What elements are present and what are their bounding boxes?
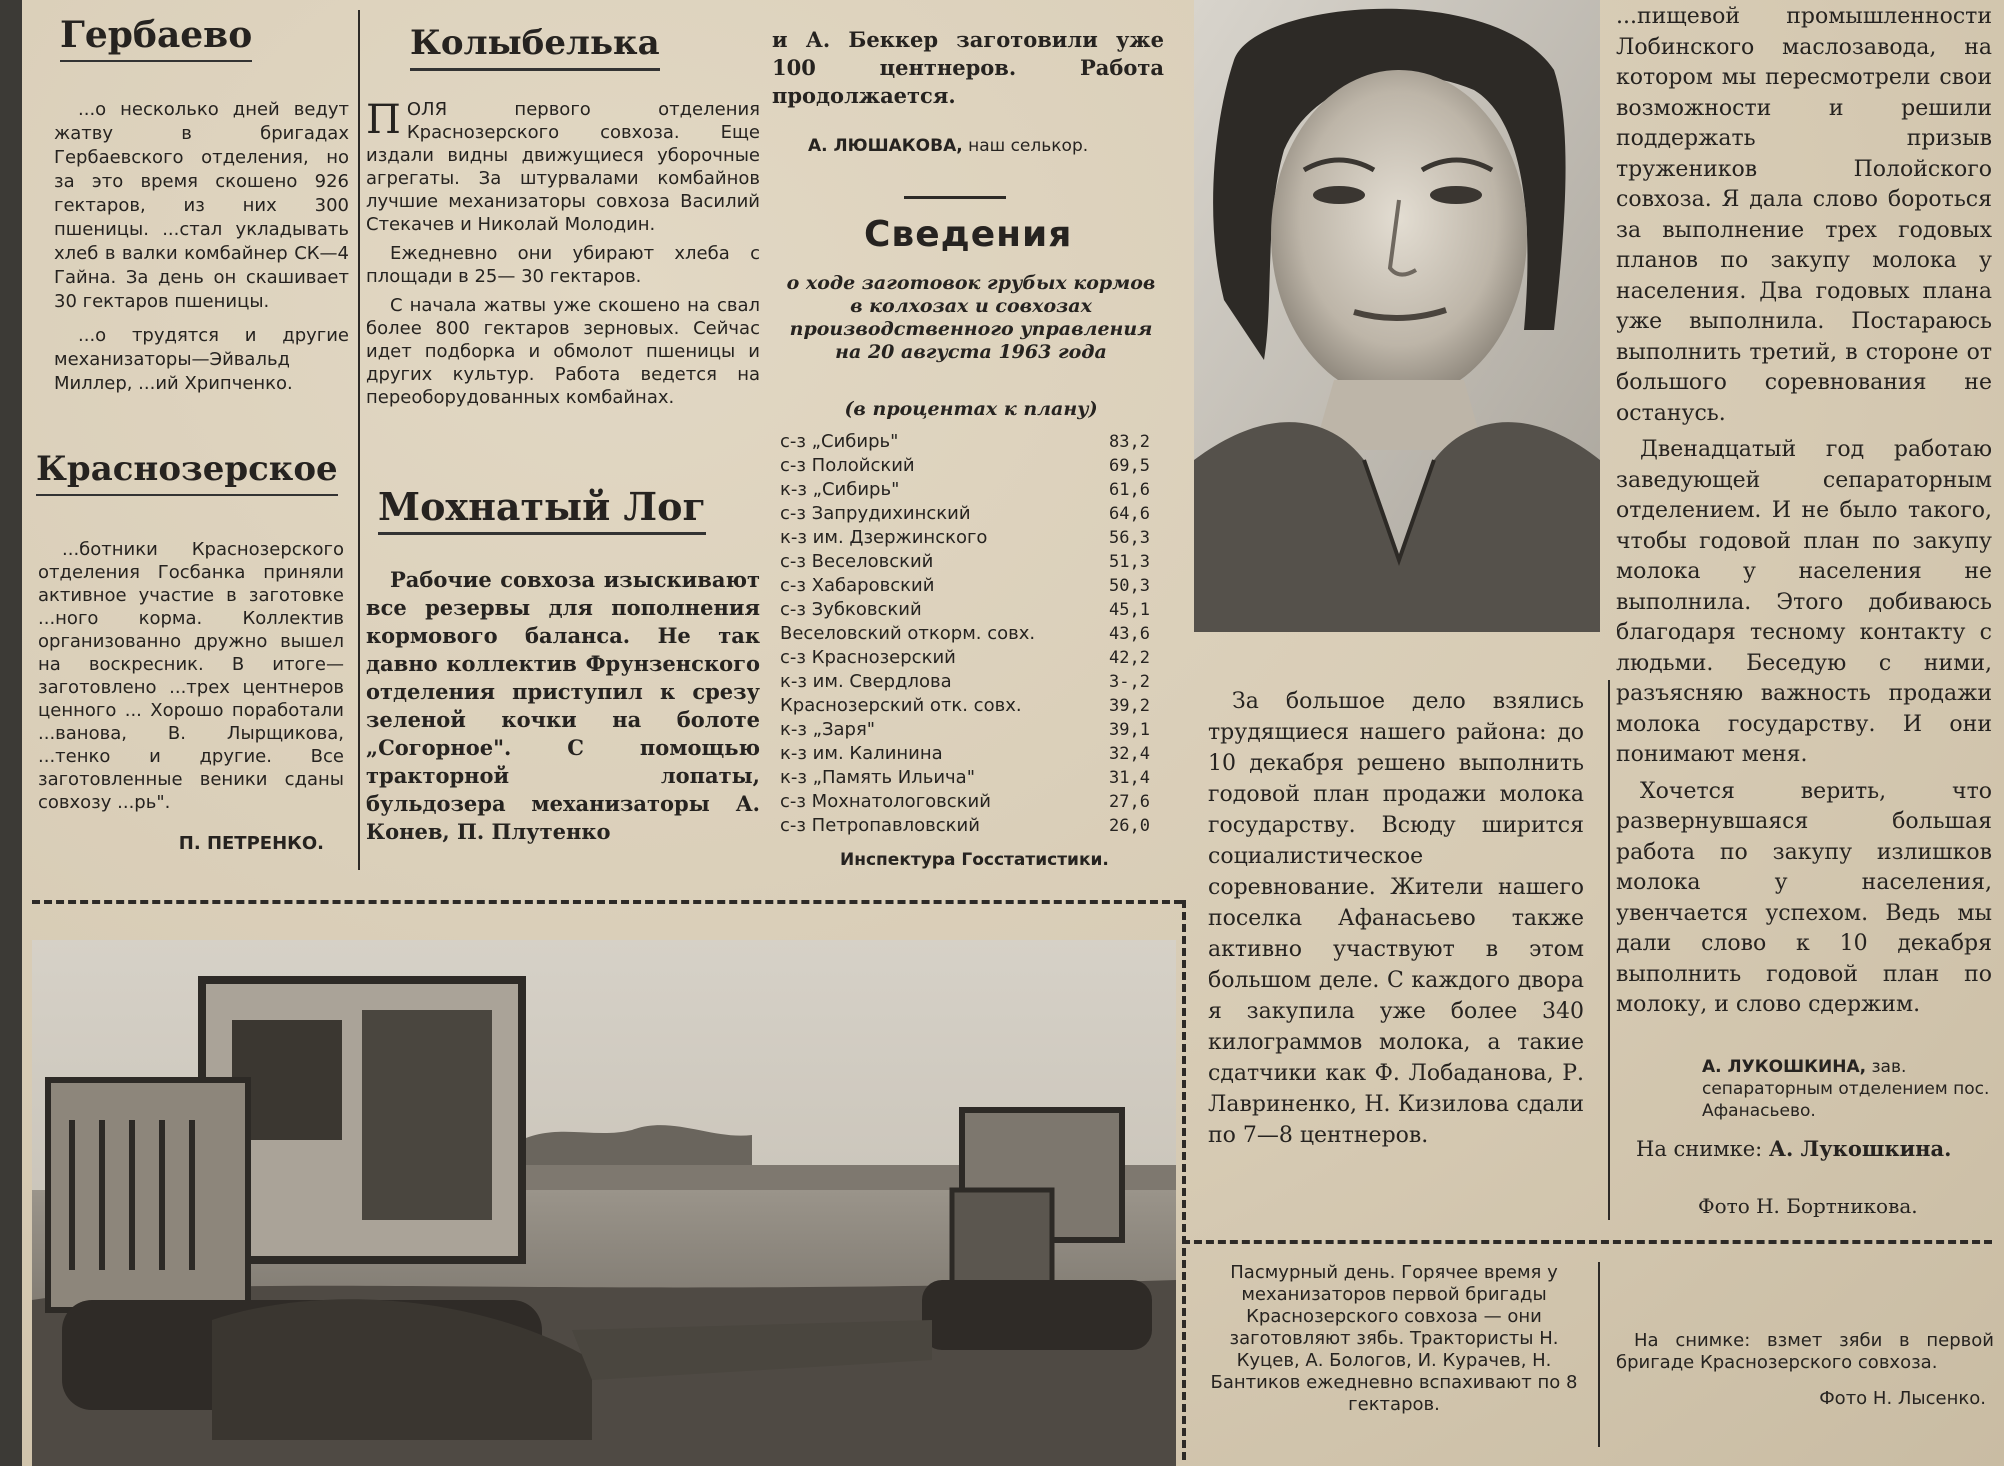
svedeniya-row <box>780 598 1150 622</box>
right-column-divider <box>1608 680 1610 1220</box>
svedeniya-row-value: 31,4 <box>1109 768 1150 788</box>
svedeniya-row-name: с-з Полойский <box>780 455 915 476</box>
lukoshkina-right-p1: ...пищевой промышленности Лобинского маслозавода, на котором мы пересмотрели свои возможности и решили поддержать призыв тружеников Полойского совхоза. Я дала слово бороться за выполнение трех годовых планов по закупу молока у населения. Два годовых плана уже выполнила. Постараюсь выполнить третий, в стороне от большого соревнования не останусь. <box>1616 4 1992 426</box>
svedeniya-row <box>780 814 1150 838</box>
svedeniya-heading: Сведения <box>864 214 1073 255</box>
svedeniya-row <box>780 550 1150 574</box>
lukoshkina-photo-credit: Фото Н. Бортникова. <box>1698 1194 1918 1218</box>
col3-continuation-text: и А. Беккер заготовили уже 100 центнеров. Работа продолжается. <box>772 27 1164 108</box>
portrait-photo <box>1194 0 1600 632</box>
svedeniya-row-name: к-з им. Калинина <box>780 743 943 764</box>
bottom-caption-left <box>1204 1262 1584 1422</box>
horizontal-dashed-rule-mid <box>32 900 1182 904</box>
svedeniya-row-value: 56,3 <box>1109 528 1150 548</box>
svedeniya-subtitle: о ходе заготовок грубых кормов в колхозах и совхозах производственного управления на 20 августа 1963 года <box>786 272 1156 363</box>
bottom-caption-right <box>1616 1330 1994 1410</box>
vertical-dashed-rule <box>1182 900 1186 1460</box>
lukoshkina-caption-label: На снимке: <box>1636 1137 1763 1161</box>
kolybelka-heading: Колыбелька <box>410 22 660 71</box>
svedeniya-row-name: к-з им. Дзержинского <box>780 527 988 548</box>
tractors-photo <box>32 940 1176 1466</box>
svedeniya-row-name: с-з Веселовский <box>780 551 934 572</box>
krasnozerskoe-signature: П. ПЕТРЕНКО. <box>178 833 324 854</box>
svedeniya-row-name: с-з Хабаровский <box>780 575 935 596</box>
lukoshkina-caption <box>1636 1136 1951 1161</box>
lukoshkina-left-p1: За большое дело взялись трудящиеся нашего района: до 10 декабря решено выполнить годовой план продажи молока государству. Всюду ширится социалистическое соревнование. Жители нашего поселка Афанасьево также активно участвуют в этом большом деле. С каждого двора я закупила уже более 340 килограммов молока, а такие сдатчики как Ф. Лобаданова, Р. Лавриненко, Н. Кизилова сдали по 7—8 центнеров. <box>1208 689 1584 1148</box>
krasnozerskoe-text: ...ботники Краснозерского отделения Госбанка приняли активное участие в заготовке ...ного корма. Коллектив организованно дружно вышел на воскресник. В итоге—заготовлено ...трех центнеров ценного ... Хорошо поработали ...ванова, В. Лырщикова, ...тенко и другие. Все заготовленные веники сданы совхозу ...рь". <box>38 539 344 813</box>
svedeniya-row-value: 39,1 <box>1109 720 1150 740</box>
kolybelka-p1-wrap <box>366 98 760 236</box>
krasnozerskoe-heading: Краснозерское <box>36 448 338 496</box>
svedeniya-row <box>780 574 1150 598</box>
lukoshkina-right-p2: Двенадцатый год работаю заведующей сепараторным отделением. И не было такого, чтобы годовой план по закупу молока у населения не выполнила. Этого добиваюсь благодаря тесному контакту с людьми. Беседую с ними, разъясняю важность продажи молока государству. И они понимают меня. <box>1616 437 1992 767</box>
svedeniya-row-value: 45,1 <box>1109 600 1150 620</box>
mokhnatyi-log-heading: Мохнатый Лог <box>378 486 706 535</box>
svedeniya-row-value: 64,6 <box>1109 504 1150 524</box>
svedeniya-row <box>780 646 1150 670</box>
svedeniya-row <box>780 622 1150 646</box>
svedeniya-row-value: 32,4 <box>1109 744 1150 764</box>
mokhnatyi-log-p1: Рабочие совхоза изыскивают все резервы для пополнения кормового баланса. Не так давно коллектив Фрунзенского отделения приступил к срезу зеленой кочки на болоте „Согорное". С помощью тракторной лопаты, бульдозера механизаторы А. Конев, П. Плутенко <box>366 567 760 844</box>
lyushakova-signature <box>808 136 1088 156</box>
svedeniya-row-value: 61,6 <box>1109 480 1150 500</box>
bottom-caption-left-text: Пасмурный день. Горячее время у механизаторов первой бригады Краснозерского совхоза — они заготовляют зябь. Трактористы Н. Куцев, А. Бологов, И. Курачев, Н. Бантиков ежедневно вспахивают по 8 гектаров. <box>1210 1262 1578 1415</box>
gerbaevo-text-2: ...о трудятся и другие механизаторы—Эйвальд Миллер, ...ий Хрипченко. <box>54 325 349 394</box>
svedeniya-row-name: к-з „Заря" <box>780 719 876 740</box>
svedeniya-row-value: 50,3 <box>1109 576 1150 596</box>
krasnozerskoe-article <box>38 538 344 855</box>
gerbaevo-article <box>54 98 349 402</box>
lukoshkina-caption-name: А. Лукошкина. <box>1768 1136 1952 1161</box>
svedeniya-row <box>780 694 1150 718</box>
kolybelka-p2: Ежедневно они убирают хлеба с площади в 25— 30 гектаров. <box>366 243 760 287</box>
bottom-caption-credit: Фото Н. Лысенко. <box>1819 1388 1986 1409</box>
kolybelka-article <box>366 98 760 415</box>
svedeniya-row <box>780 718 1150 742</box>
horizontal-dashed-rule-right <box>1182 1240 1992 1244</box>
svedeniya-row-value: 3-,2 <box>1109 672 1150 692</box>
svedeniya-row-name: с-з Запрудихинский <box>780 503 971 524</box>
svedeniya-row-name: Краснозерский отк. совх. <box>780 695 1022 716</box>
gerbaevo-heading: Гербаево <box>60 14 252 62</box>
lukoshkina-sig-name: А. ЛУКОШКИНА, <box>1702 1057 1867 1077</box>
short-rule <box>904 196 1006 199</box>
svedeniya-row <box>780 502 1150 526</box>
lyushakova-name: А. ЛЮШАКОВА, <box>808 136 963 156</box>
svedeniya-row-value: 39,2 <box>1109 696 1150 716</box>
svedeniya-row-value: 43,6 <box>1109 624 1150 644</box>
svedeniya-row-name: с-з Краснозерский <box>780 647 956 668</box>
svedeniya-table <box>780 430 1150 838</box>
lukoshkina-signature <box>1702 1056 1994 1122</box>
svedeniya-row-value: 69,5 <box>1109 456 1150 476</box>
svedeniya-row <box>780 454 1150 478</box>
lukoshkina-right-p3: Хочется верить, что развернувшаяся большая работа по закупу излишков молока у населения, увенчается успехом. Ведь мы дали слово к 10 декабря выполнить годовой план по молоку, и слово сдержим. <box>1616 778 1992 1017</box>
svedeniya-row <box>780 766 1150 790</box>
svedeniya-row-value: 26,0 <box>1109 816 1150 836</box>
svedeniya-row-value: 27,6 <box>1109 792 1150 812</box>
svedeniya-row <box>780 478 1150 502</box>
svedeniya-row-name: к-з „Память Ильича" <box>780 767 975 788</box>
svedeniya-row-name: с-з „Сибирь" <box>780 431 899 452</box>
mokhnatyi-log-article <box>366 566 760 852</box>
svedeniya-row-value: 51,3 <box>1109 552 1150 572</box>
lyushakova-role: наш селькор. <box>968 136 1089 156</box>
svedeniya-signature: Инспектура Госстатистики. <box>840 850 1109 870</box>
svedeniya-row-value: 42,2 <box>1109 648 1150 668</box>
kolybelka-dropcap: П <box>366 97 401 143</box>
svedeniya-row <box>780 430 1150 454</box>
bottom-caption-right-text: На снимке: взмет зяби в первой бригаде Краснозерского совхоза. <box>1616 1330 1994 1373</box>
svedeniya-row <box>780 526 1150 550</box>
kolybelka-p1: ОЛЯ первого отделения Краснозерского совхоза. Еще издали видны движущиеся уборочные агрегаты. За штурвалами комбайнов лучшие механизаторы совхоза Василий Стекачев и Николай Молодин. <box>366 99 760 235</box>
gerbaevo-text: ...о несколько дней ведут жатву в бригадах Гербаевского отделения, но за это время скошено 926 гектаров, из них 300 пшеницы. ...стал укладывать хлеб в валки комбайнер СК—4 Гайна. За день он скашивает 30 гектаров пшеницы. <box>54 99 349 312</box>
svedeniya-row-name: к-з им. Свердлова <box>780 671 952 692</box>
bottom-caption-divider <box>1598 1262 1600 1447</box>
newspaper-page <box>22 0 2004 1466</box>
col3-continuation <box>772 26 1164 116</box>
svedeniya-row-name: с-з Зубковский <box>780 599 922 620</box>
lukoshkina-sig-role: зав. сепараторным отделением пос. Афанасьево. <box>1702 1057 1990 1121</box>
lukoshkina-left-text <box>1208 686 1584 1157</box>
column-divider <box>358 10 360 870</box>
svedeniya-row <box>780 670 1150 694</box>
svedeniya-row-name: с-з Петропавловский <box>780 815 980 836</box>
svedeniya-unit: (в процентах к плану) <box>844 398 1098 420</box>
svedeniya-row <box>780 790 1150 814</box>
svedeniya-row-name: с-з Мохнатологовский <box>780 791 991 812</box>
svedeniya-row-value: 83,2 <box>1109 432 1150 452</box>
kolybelka-p3: С начала жатвы уже скошено на свал более 800 гектаров зерновых. Сейчас идет подборка и обмолот пшеницы и других культур. Работа ведется на переоборудованных комбайнах. <box>366 295 760 408</box>
svedeniya-row-name: Веселовский откорм. совх. <box>780 623 1036 644</box>
svedeniya-row <box>780 742 1150 766</box>
lukoshkina-right-text <box>1616 2 1992 1027</box>
svedeniya-row-name: к-з „Сибирь" <box>780 479 900 500</box>
